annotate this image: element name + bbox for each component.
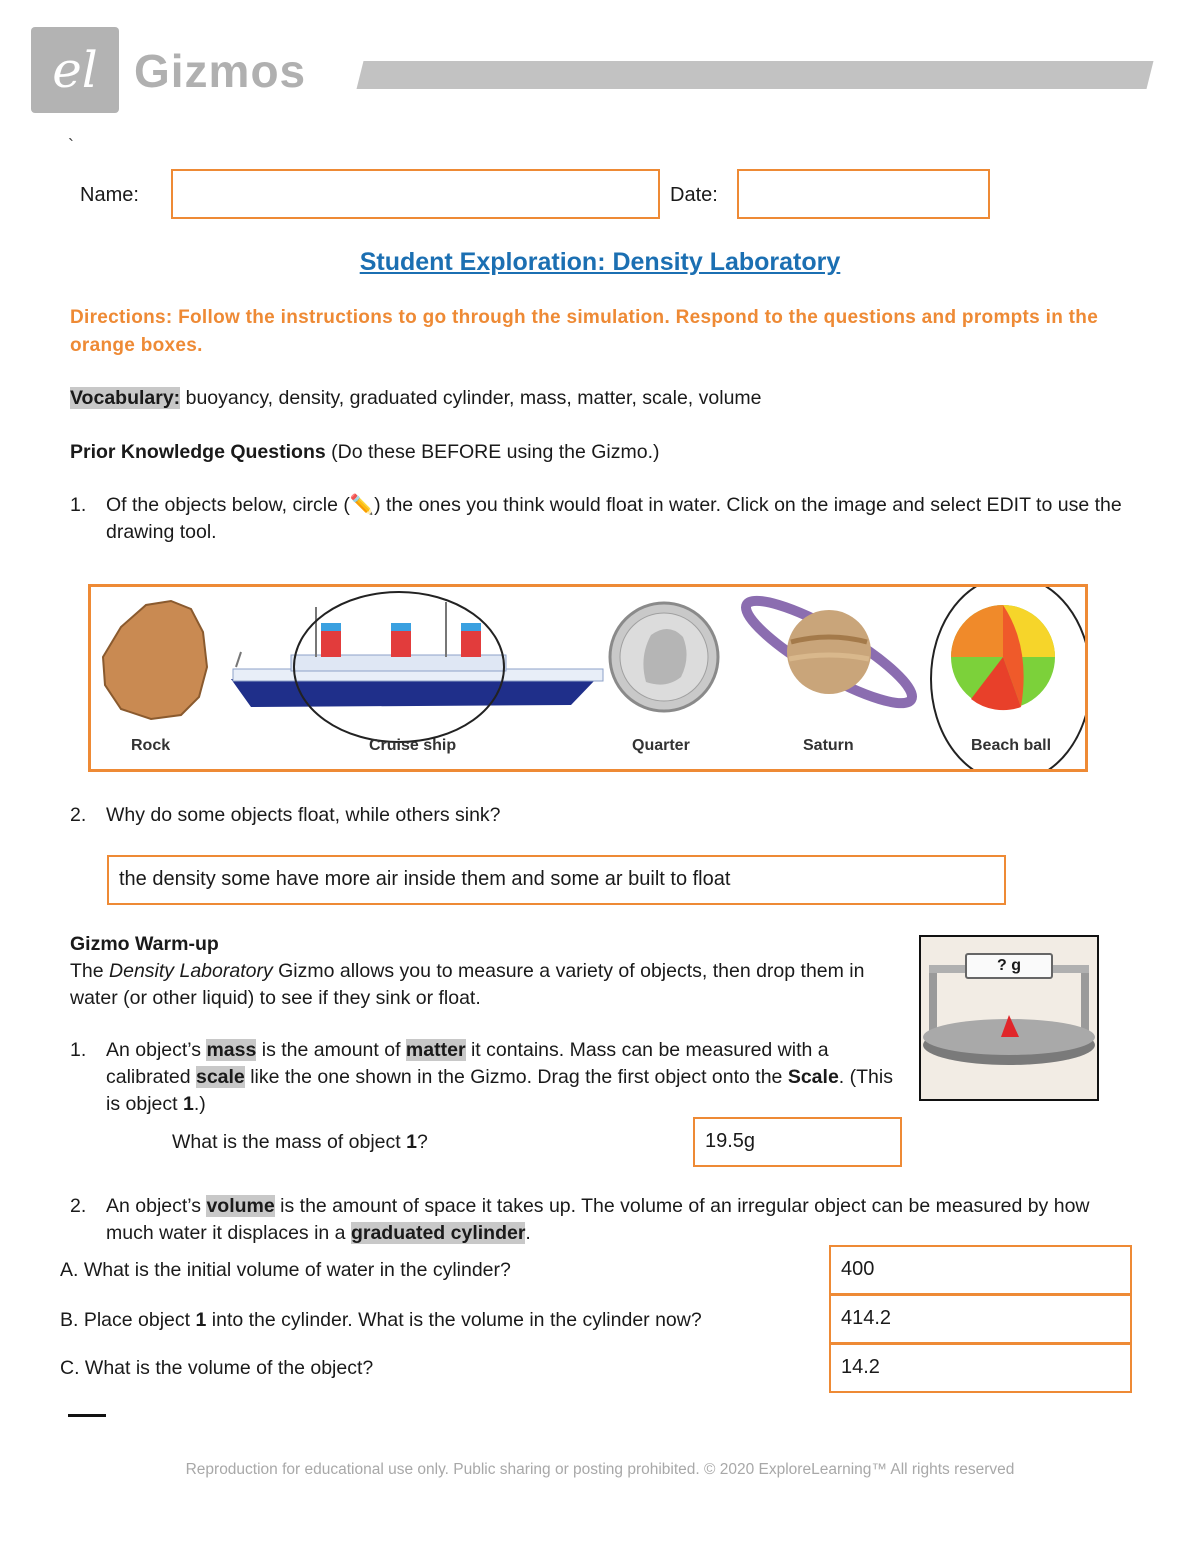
mass-answer-box[interactable]: [693, 1117, 902, 1167]
date-label: Date:: [670, 184, 718, 206]
header-bar: [357, 61, 1154, 89]
warmup-heading: Gizmo Warm-up: [70, 933, 219, 955]
name-field[interactable]: [171, 169, 660, 219]
new-volume-answer-box[interactable]: [829, 1294, 1132, 1344]
objects-image[interactable]: [88, 584, 1088, 772]
footer-copyright: Reproduction for educational use only. Public sharing or posting prohibited. © 2020 ExploreLearning™ All rights reserved: [185, 1461, 1015, 1478]
explorelearning-logo-icon: el: [52, 41, 98, 99]
prior-question-2: [70, 802, 1140, 829]
question-2a: A. What is the initial volume of water in the cylinder?: [60, 1259, 511, 1281]
date-field[interactable]: [737, 169, 990, 219]
prior-heading-text: Prior Knowledge Questions: [70, 441, 326, 463]
term-graduated-cylinder: graduated cylinder: [350, 1222, 526, 1244]
object-label-rock: Rock: [131, 737, 171, 754]
object-label-quarter: Quarter: [632, 737, 690, 754]
intro-text-1: The: [70, 960, 110, 982]
q2-answer-text: the density some have more air inside them and some ar built to float: [119, 868, 731, 890]
directions: Directions: Follow the instructions to go through the simulation. Respond to the questions and prompts in the orange boxes.: [70, 307, 1099, 356]
vocabulary-terms: buoyancy, density, graduated cylinder, mass, matter, scale, volume: [180, 387, 762, 409]
question-text: Of the objects below, circle (✏️) the ones you think would float in water. Click on the image and select EDIT to use the drawing tool.: [106, 494, 1122, 543]
ship-deck-upper: [291, 655, 506, 671]
brand-name: Gizmos: [134, 45, 307, 97]
question-number: 2.: [70, 1195, 87, 1217]
prior-question-1: [70, 492, 1140, 546]
stray-mark: `: [68, 136, 74, 156]
term-mass: mass: [206, 1039, 257, 1061]
question-text: An object’s mass is the amount of matter it contains. Mass can be measured with a calibrated scale like the one shown in the Gizmo. Drag the first object onto the Scale. (This is object 1.): [106, 1039, 893, 1115]
question-text: An object’s volume is the amount of space it takes up. The volume of an irregular object can be measured by how much water it displaces in a graduated cylinder.: [106, 1195, 1090, 1244]
scale-image: [919, 935, 1099, 1101]
object-label-saturn: Saturn: [803, 737, 854, 754]
initial-volume-answer: 400: [841, 1258, 875, 1280]
term-scale: scale: [195, 1066, 245, 1088]
question-number: 1.: [70, 1039, 87, 1061]
intro-text-2: Gizmo allows you to measure a variety of objects, then drop them in water (or other liquid) to see if they sink or float.: [70, 960, 865, 1009]
question-2b: B. Place object 1 into the cylinder. What is the volume in the cylinder now?: [60, 1309, 702, 1331]
warmup-question-1: [70, 1037, 910, 1118]
object-label-beach-ball: Beach ball: [971, 737, 1052, 754]
rock-shape: [103, 601, 207, 719]
ship-funnel-3: [461, 627, 481, 657]
object-volume-answer: 14.2: [841, 1356, 880, 1378]
mass-question: What is the mass of object 1?: [172, 1131, 428, 1153]
saturn-planet: [787, 610, 871, 694]
objects-illustration: [91, 587, 1085, 769]
vocabulary: [70, 385, 1150, 412]
warmup-intro: [70, 958, 890, 1012]
prior-note: (Do these BEFORE using the Gizmo.): [325, 441, 660, 463]
term-matter: matter: [405, 1039, 466, 1061]
intro-gizmo-name: Density Laboratory: [109, 960, 273, 982]
ship-hull: [231, 679, 596, 707]
question-number: 1.: [70, 494, 87, 516]
mass-answer: 19.5g: [705, 1130, 756, 1152]
question-2c: C. What is the volume of the object?: [60, 1357, 374, 1379]
vocabulary-label: Vocabulary:: [70, 387, 181, 409]
ship-funnel-1: [321, 627, 341, 657]
object-label-cruise-ship: Cruise ship: [369, 737, 457, 754]
name-label: Name:: [80, 184, 139, 206]
new-volume-answer: 414.2: [841, 1307, 892, 1329]
scale-readout: ? g: [965, 953, 1053, 979]
initial-volume-answer-box[interactable]: [829, 1245, 1132, 1295]
warmup-question-2: [70, 1193, 1140, 1247]
separator-dash: [68, 1414, 106, 1417]
q2-answer-box[interactable]: [107, 855, 1006, 905]
term-volume: volume: [206, 1195, 275, 1217]
ship-funnel-2: [391, 627, 411, 657]
prior-knowledge-heading: [70, 439, 1150, 466]
page-title: Student Exploration: Density Laboratory: [359, 248, 841, 276]
object-volume-answer-box[interactable]: [829, 1343, 1132, 1393]
question-number: 2.: [70, 804, 87, 826]
question-text: Why do some objects float, while others sink?: [106, 804, 501, 826]
